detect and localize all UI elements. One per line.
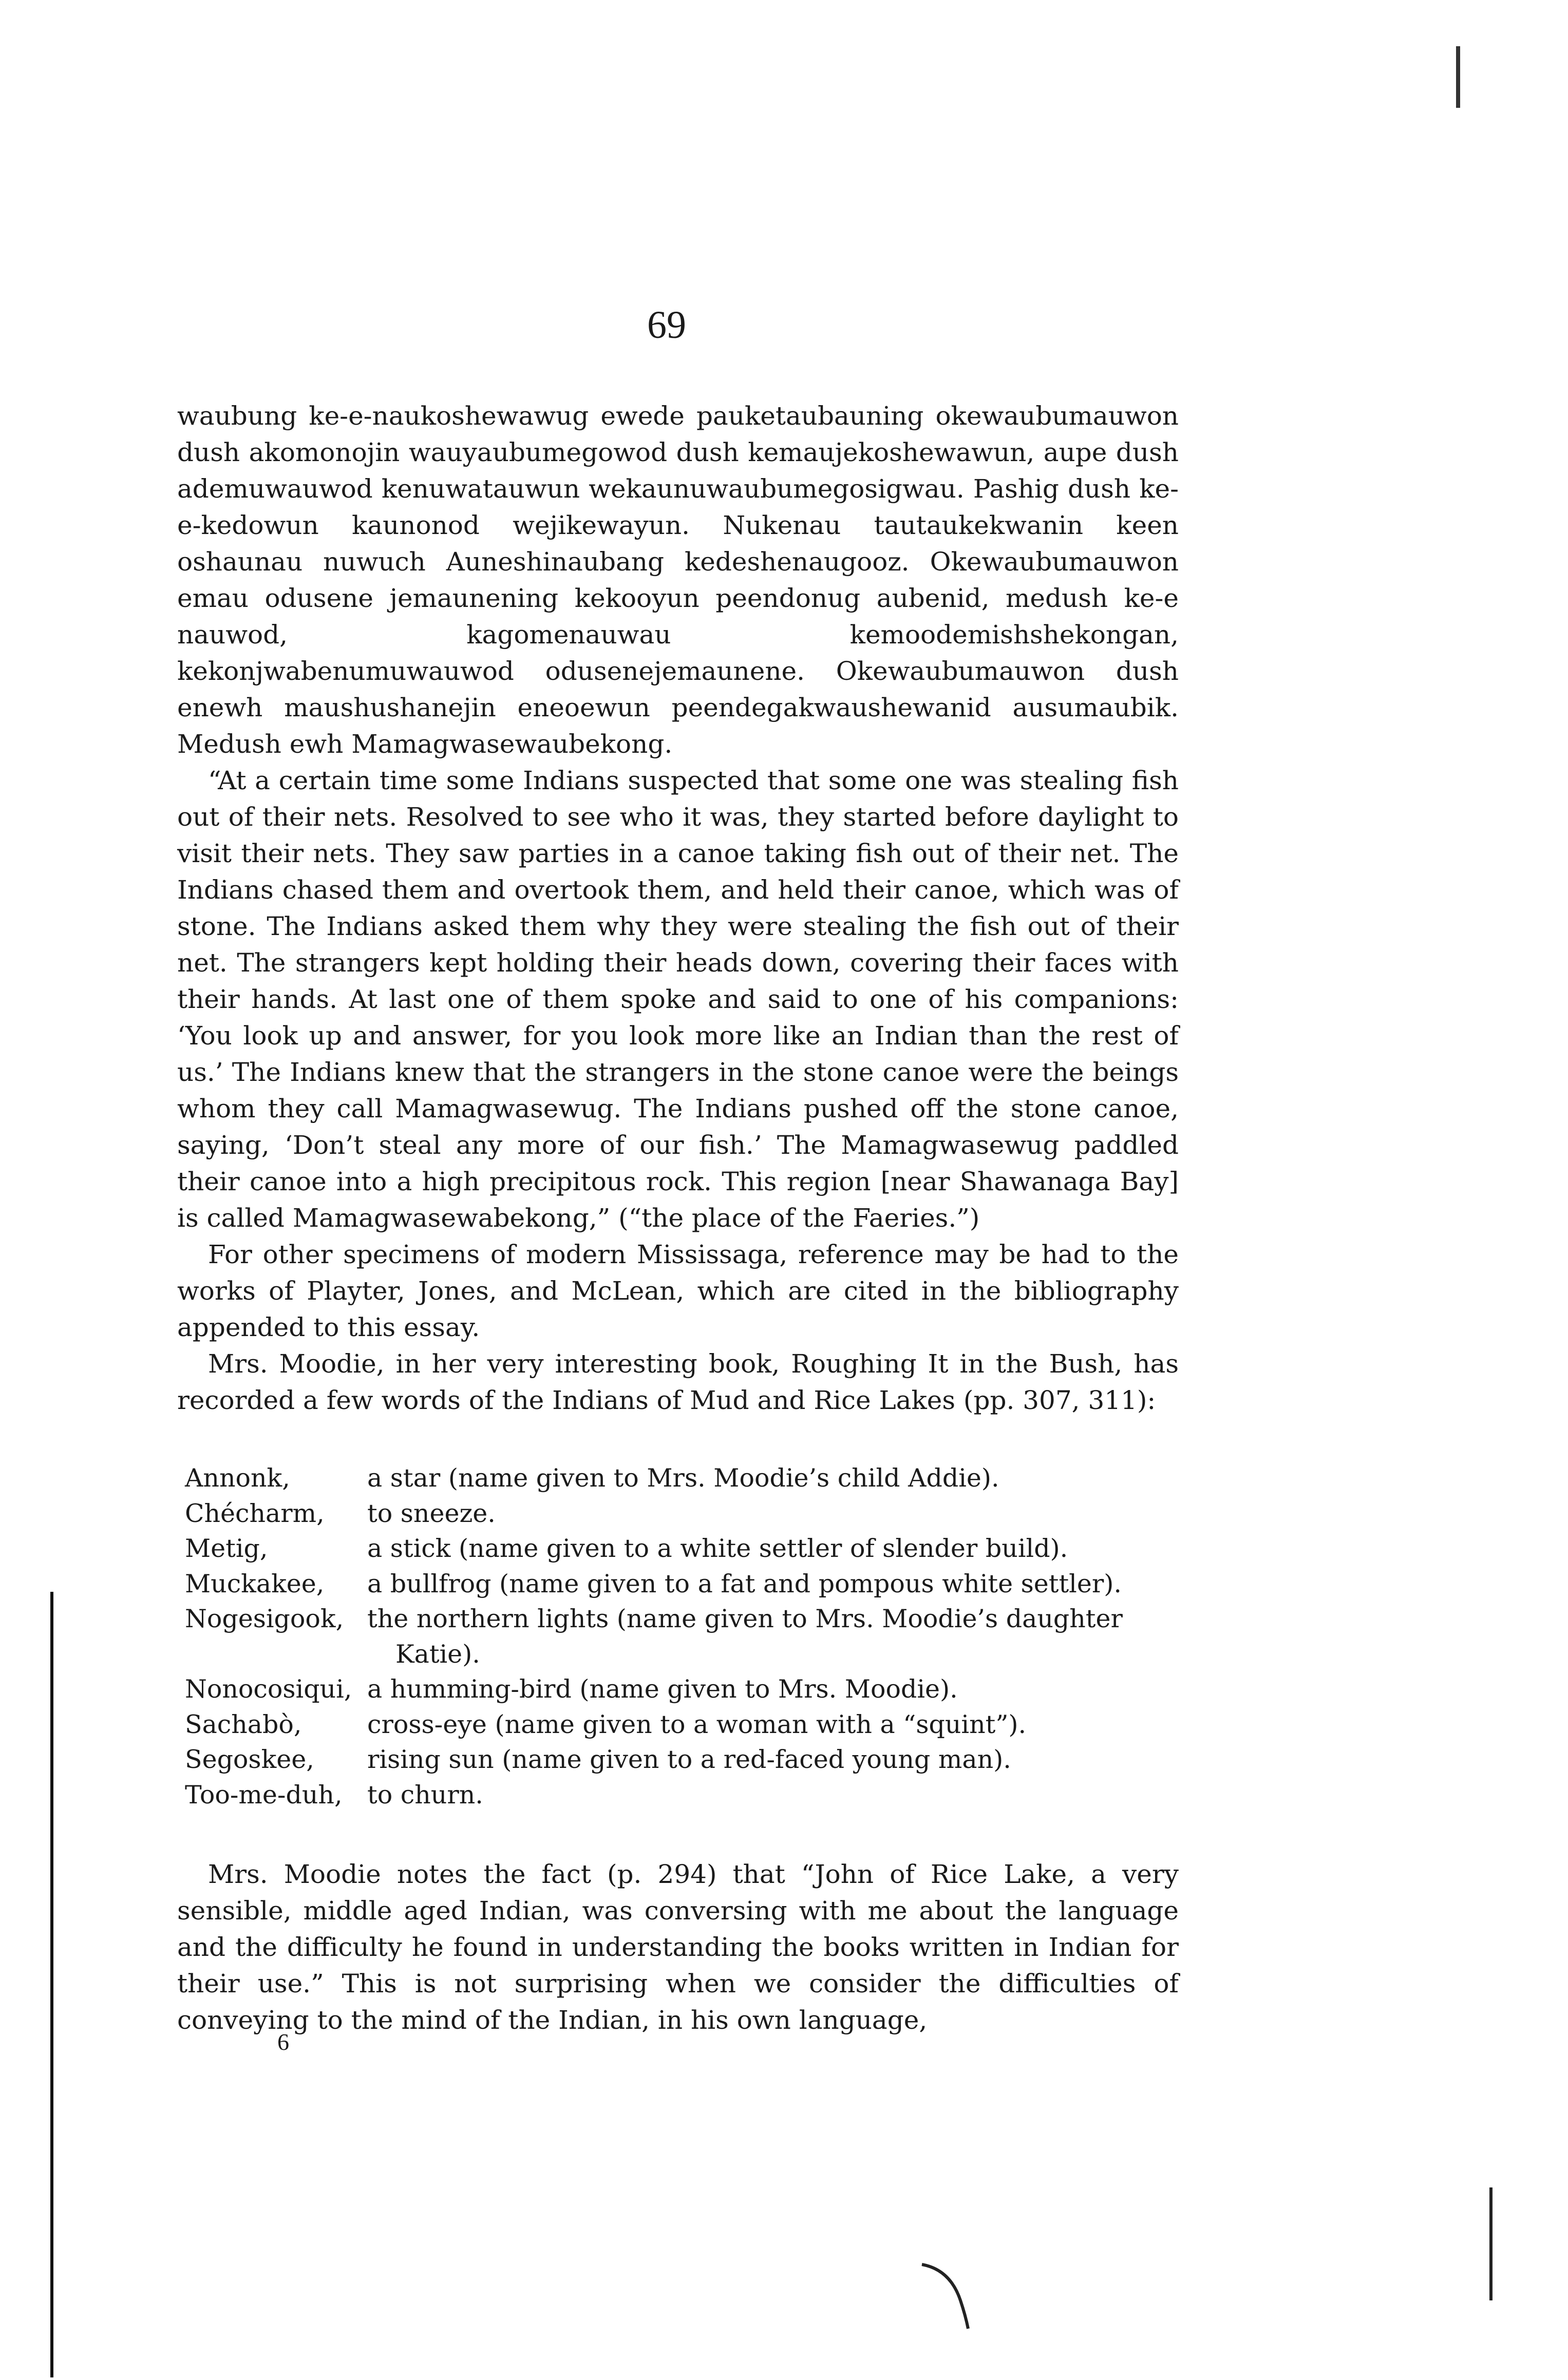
closing-paragraph: Mrs. Moodie notes the fact (p. 294) that “John of Rice Lake, a very sensible, middle aged Indian, was conversing with me about the language and the difficulty he found in understanding the books written in Indian for their use.” This is not surprising when we consider the difficulties of conveying to the mind of the Indian, in his own language, — [177, 1859, 1179, 2035]
word-list-item — [185, 1531, 1192, 1567]
mississaga-paragraph: waubung ke-e-naukoshewawug ewede pauketaubauning okewaubumauwon dush akomonojin wauyaubumegowod dush kemaujekoshewawun, aupe dush ademuwauwod kenuwatauwun wekaunuwaubumegosigwau. Pashig dush ke-e-kedowun kaunonod wejikewayun. Nukenau tautaukekwanin keen oshaunau nuwuch Auneshinaubang kedeshenaugooz. Okewaubumauwon emau odusene jemaunening kekooyun peendonug aubenid, medush ke-e nauwod, kagomenauwau kemoodemishshekongan, kekonjwabenumuwauwod odusenejemaunene. Okewaubumauwon dush enewh maushushanejin eneoewun peendegakwaushewanid ausumaubik. Medush ewh Mamagwasewaubekong. — [177, 401, 1179, 759]
page-number: 69 — [647, 303, 686, 347]
word-term: Nonocosiqui, — [185, 1674, 352, 1704]
body-text-upper — [177, 398, 1179, 1419]
specimens-paragraph: For other specimens of modern Mississaga, reference may be had to the works of Playter, Jones, and McLean, which are cited in the bibliography appended to this essay. — [177, 1240, 1179, 1342]
scan-edge-left — [50, 1592, 53, 2377]
word-definition: a bullfrog (name given to a fat and pompous white settler). — [367, 1569, 1122, 1598]
word-definition: a stick (name given to a white settler of slender build). — [367, 1534, 1068, 1563]
word-term: Muckakee, — [185, 1569, 325, 1598]
word-definition: a star (name given to Mrs. Moodie’s child Addie). — [367, 1463, 999, 1493]
word-term: Segoskee, — [185, 1745, 314, 1774]
stray-pen-mark — [919, 2259, 976, 2331]
word-term: Nogesigook, — [185, 1604, 344, 1633]
word-term: Annonk, — [185, 1463, 290, 1493]
moodie-intro-paragraph: Mrs. Moodie, in her very interesting book, Roughing It in the Bush, has recorded a few words of the Indians of Mud and Rice Lakes (pp. 307, 311): — [177, 1349, 1179, 1415]
word-list-item — [185, 1742, 1192, 1778]
word-list — [185, 1461, 1192, 1813]
word-list-item — [185, 1672, 1192, 1707]
word-definition: to sneeze. — [367, 1498, 496, 1528]
body-text-lower — [177, 1856, 1179, 2039]
scan-artifact-top — [1456, 46, 1460, 108]
word-list-item — [185, 1496, 1192, 1532]
scan-edge-right — [1489, 2187, 1493, 2300]
word-definition-continuation: Katie). — [395, 1639, 480, 1669]
word-list-item — [185, 1778, 1192, 1813]
word-definition: cross-eye (name given to a woman with a “squint”). — [367, 1709, 1027, 1739]
word-list-item — [185, 1461, 1192, 1496]
word-term: Chécharm, — [185, 1498, 325, 1528]
word-definition: a humming-bird (name given to Mrs. Moodie). — [367, 1674, 958, 1704]
word-definition: the northern lights (name given to Mrs. Moodie’s daughter — [367, 1604, 1123, 1633]
word-list-item — [185, 1602, 1192, 1637]
word-term: Metig, — [185, 1534, 268, 1563]
word-definition: rising sun (name given to a red-faced young man). — [367, 1745, 1011, 1774]
word-term: Too-me-duh, — [185, 1780, 343, 1810]
word-list-item — [185, 1567, 1192, 1602]
word-definition: to churn. — [367, 1780, 483, 1810]
signature-number: 6 — [277, 2029, 289, 2055]
word-list-item — [185, 1707, 1192, 1743]
translation-paragraph: “At a certain time some Indians suspected that some one was stealing fish out of their nets. Resolved to see who it was, they started before daylight to visit their nets. They saw parties in a canoe taking fish out of their net. The Indians chased them and overtook them, and held their canoe, which was of stone. The Indians asked them why they were stealing the fish out of their net. The strangers kept holding their heads down, covering their faces with their hands. At last one of them spoke and said to one of his companions: ‘You look up and answer, for you look more like an Indian than the rest of us.’ The Indians knew that the strangers in the stone canoe were the beings whom they call Mamagwasewug. The Indians pushed off the stone canoe, saying, ‘Don’t steal any more of our fish.’ The Mamagwasewug paddled their canoe into a high precipitous rock. This region [near Shawanaga Bay] is called Mamagwasewabekong,” (“the place of the Faeries.”) — [177, 766, 1179, 1233]
word-term: Sachabò, — [185, 1709, 302, 1739]
